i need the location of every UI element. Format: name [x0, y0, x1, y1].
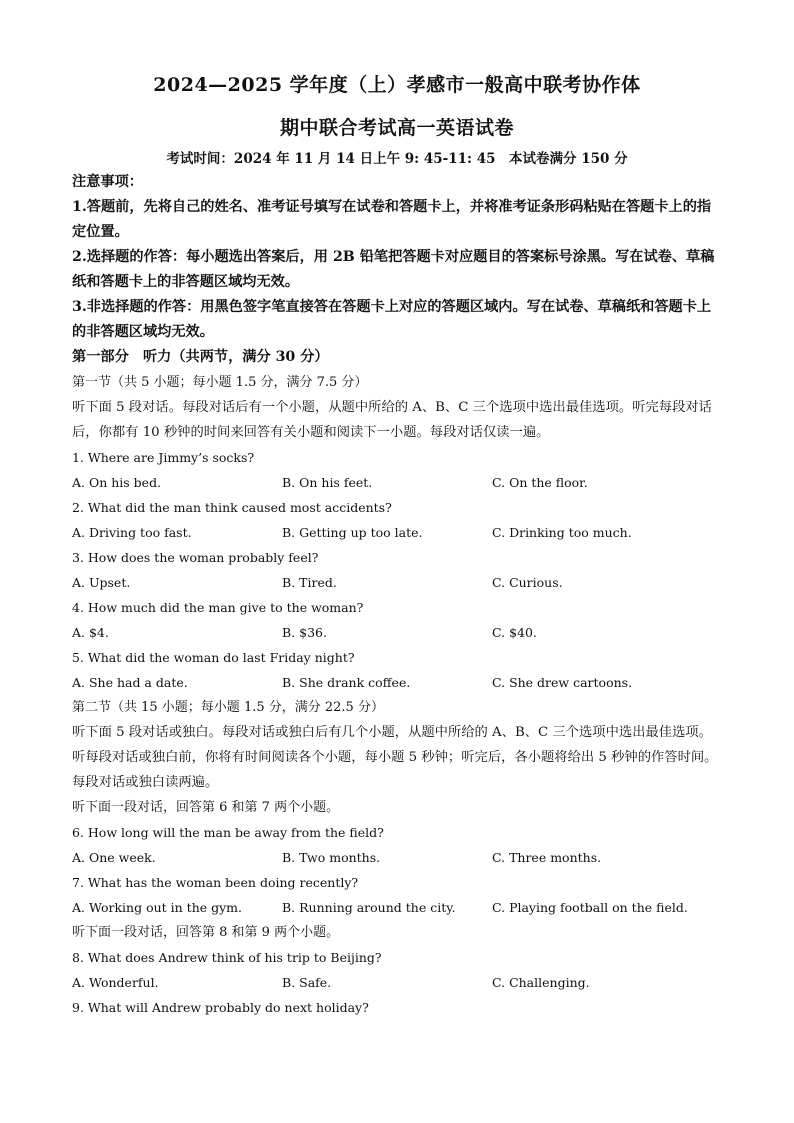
option-c: C. Curious. — [492, 575, 563, 590]
question-options — [72, 620, 722, 645]
group-instruction: 听下面一段对话，回答第 6 和第 7 两个小题。 — [72, 800, 340, 815]
question-options — [72, 970, 722, 995]
option-c: C. She drew cartoons. — [492, 675, 633, 690]
option-c: C. Drinking too much. — [492, 525, 632, 540]
section2-heading: 第二节（共 15 小题；每小题 1.5 分，满分 22.5 分） — [72, 700, 384, 715]
section1-instructions: 听下面 5 段对话。每段对话后有一个小题，从题中所给的 A、B、C 三个选项中选出最佳选项。听完每段对话后，你都有 10 秒钟的时间来回答有关小题和阅读下一小题。每段对话仅读一遍。 — [72, 400, 712, 440]
option-c: C. Playing football on the field. — [492, 900, 688, 915]
option-a: A. $4. — [72, 625, 109, 640]
question-options — [72, 670, 722, 695]
option-c: C. Three months. — [492, 850, 602, 865]
note-item-3: 3.非选择题的作答：用黑色签字笔直接答在答题卡上对应的答题区域内。写在试卷、草稿纸和答题卡上的非答题区域均无效。 — [72, 299, 712, 340]
option-c: C. Challenging. — [492, 975, 590, 990]
part1-heading: 第一部分 听力（共两节，满分 30 分） — [72, 349, 329, 365]
question-options — [72, 570, 722, 595]
question-options — [72, 845, 722, 870]
option-b: B. She drank coffee. — [282, 675, 411, 690]
option-b: B. Safe. — [282, 975, 332, 990]
option-b: B. Tired. — [282, 575, 337, 590]
question-stem: 8. What does Andrew think of his trip to Beijing? — [72, 950, 382, 965]
question-stem: 9. What will Andrew probably do next holiday? — [72, 1000, 369, 1015]
option-b: B. $36. — [282, 625, 327, 640]
option-a: A. Working out in the gym. — [72, 900, 243, 915]
option-a: A. On his bed. — [72, 475, 162, 490]
option-a: A. One week. — [72, 850, 156, 865]
exam-title-line2: 期中联合考试高一英语试卷 — [279, 117, 514, 139]
question-stem: 1. Where are Jimmy’s socks? — [72, 450, 255, 465]
question-options — [72, 520, 722, 545]
section2-instructions: 听下面 5 段对话或独白。每段对话或独白后有几个小题，从题中所给的 A、B、C 三个选项中选出最佳选项。听每段对话或独白前，你将有时间阅读各个小题，每小题 5 秒钟；听完后，各小题将给出 5 秒钟的作答时间。每段对话或独白读两遍。 — [72, 725, 718, 790]
question-stem: 7. What has the woman been doing recently? — [72, 875, 359, 890]
group-instruction: 听下面一段对话，回答第 8 和第 9 两个小题。 — [72, 925, 340, 940]
option-b: B. Two months. — [282, 850, 381, 865]
question-stem: 4. How much did the man give to the woman? — [72, 600, 364, 615]
option-b: B. Getting up too late. — [282, 525, 423, 540]
option-a: A. Driving too fast. — [72, 525, 192, 540]
option-c: C. On the floor. — [492, 475, 588, 490]
question-stem: 3. How does the woman probably feel? — [72, 550, 319, 565]
option-b: B. Running around the city. — [282, 900, 456, 915]
option-a: A. Upset. — [72, 575, 131, 590]
question-options — [72, 895, 722, 920]
option-b: B. On his feet. — [282, 475, 373, 490]
exam-title-line1: 2024—2025 学年度（上）孝感市一般高中联考协作体 — [153, 74, 641, 96]
question-options — [72, 470, 722, 495]
note-item-1: 1.答题前，先将自己的姓名、准考证号填写在试卷和答题卡上，并将准考证条形码粘贴在答题卡上的指定位置。 — [72, 199, 712, 240]
option-a: A. Wonderful. — [72, 975, 159, 990]
exam-time-info: 考试时间：2024 年 11 月 14 日上午 9: 45-11: 45 本试卷满分 150 分 — [166, 151, 628, 167]
question-stem: 6. How long will the man be away from the field? — [72, 825, 384, 840]
note-item-2: 2.选择题的作答：每小题选出答案后，用 2B 铅笔把答题卡对应题目的答案标号涂黑。写在试卷、草稿纸和答题卡上的非答题区域均无效。 — [72, 249, 715, 290]
notes-heading: 注意事项： — [72, 174, 143, 190]
exam-content — [72, 170, 722, 1020]
option-c: C. $40. — [492, 625, 537, 640]
section1-heading: 第一节（共 5 小题；每小题 1.5 分，满分 7.5 分） — [72, 375, 368, 390]
option-a: A. She had a date. — [72, 675, 188, 690]
question-stem: 5. What did the woman do last Friday night? — [72, 650, 355, 665]
question-stem: 2. What did the man think caused most accidents? — [72, 500, 392, 515]
